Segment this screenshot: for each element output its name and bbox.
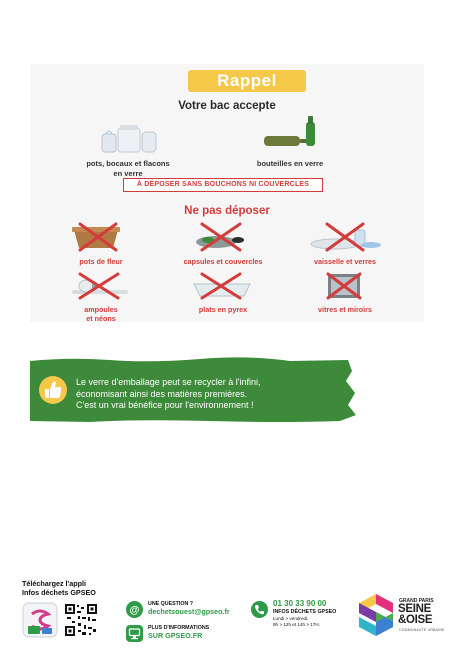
hours-line: 9h > 12h et 14h > 17H. — [273, 622, 320, 627]
eco-message — [76, 377, 356, 412]
gpseo-logo-line: &OISE — [398, 614, 433, 626]
refuse-item-pyrex — [168, 272, 278, 314]
refuse-item-mirrors — [290, 272, 400, 314]
refuse-label — [290, 305, 400, 314]
hours-line: Lundi > vendredi, — [273, 616, 309, 621]
download-app-title — [22, 579, 96, 597]
accept-label-jars — [68, 159, 188, 178]
gpseo-logo-small: GRAND PARIS — [399, 598, 434, 604]
refuse-item-bulbs — [46, 272, 156, 323]
hours — [273, 616, 320, 628]
refuse-label-line: pots de fleur — [79, 257, 123, 266]
app-icon[interactable] — [22, 602, 58, 638]
refuse-label-line: et néons — [86, 314, 116, 323]
gpseo-logo-big — [398, 604, 432, 626]
download-line: Téléchargez l'appli — [22, 579, 87, 588]
gpseo-logo-tag: COMMUNAUTÉ URBAINE — [399, 628, 445, 632]
download-line: Infos déchets GPSEO — [22, 588, 96, 597]
thumbs-up-icon — [38, 375, 68, 405]
eco-line: économisant ainsi des matières premières. — [76, 388, 248, 399]
refuse-label — [168, 257, 278, 266]
mirror-icon — [310, 272, 380, 300]
phone-icon — [251, 601, 268, 618]
flower-pot-icon — [66, 220, 136, 252]
refuse-item-caps — [168, 220, 278, 266]
accept-label-bottles — [230, 159, 350, 169]
eco-line: Le verre d'emballage peut se recycler à l'infini, — [76, 377, 261, 387]
refuse-item-flower-pots — [46, 220, 156, 266]
warning-box: À DÉPOSER SANS BOUCHONS NI COUVERCLES — [123, 178, 323, 192]
gpseo-logo-icon — [356, 592, 396, 638]
bulbs-icon — [66, 272, 136, 300]
accept-label-line: pots, bocaux et flacons — [86, 159, 170, 168]
dishes-icon — [305, 220, 385, 252]
accept-item-bottles — [230, 114, 350, 169]
more-info-label: PLUS D'INFORMATIONS — [148, 625, 210, 631]
glass-jars-icon — [88, 122, 168, 154]
refuse-label — [46, 257, 156, 266]
rappel-title: Rappel — [217, 71, 277, 90]
question-email[interactable]: dechetsouest@gpseo.fr — [148, 607, 230, 616]
eco-line: C'est un vrai bénéfice pour l'environnement ! — [76, 400, 254, 410]
eco-banner — [30, 357, 360, 423]
glass-bottle-icon — [250, 114, 330, 154]
refuse-label-line: capsules et couvercles — [183, 257, 263, 266]
accept-title: Votre bac accepte — [178, 100, 276, 112]
svg-text:@: @ — [129, 605, 140, 616]
gpseo-logo-line: SEINE — [398, 603, 432, 615]
accept-label-line: bouteilles en verre — [256, 159, 324, 168]
question-label: UNE QUESTION ? — [148, 601, 194, 607]
refuse-label-line: vaisselle et verres — [314, 257, 376, 266]
pyrex-dish-icon — [188, 272, 258, 300]
accept-label-line: en verre — [113, 168, 143, 178]
accept-item-jars — [68, 122, 188, 178]
refuse-title: Ne pas déposer — [184, 205, 270, 217]
qr-code[interactable] — [64, 603, 98, 637]
refuse-label — [46, 305, 156, 323]
refuse-item-dishes — [290, 220, 400, 266]
phone-number[interactable]: 01 30 33 90 00 — [273, 599, 327, 608]
refuse-label — [168, 305, 278, 314]
refuse-label-line: ampoules — [84, 305, 118, 314]
caps-lids-icon — [188, 220, 258, 252]
refuse-label — [290, 257, 400, 266]
rappel-banner — [188, 70, 306, 92]
reminder-panel — [30, 64, 424, 322]
refuse-label-line: vitres et miroirs — [318, 305, 372, 314]
phone-label: INFOS DÉCHETS GPSEO — [273, 609, 337, 615]
refuse-label-line: plats en pyrex — [198, 305, 248, 314]
more-info-site[interactable]: SUR GPSEO.FR — [148, 631, 203, 640]
monitor-icon — [126, 625, 143, 642]
email-icon — [126, 601, 143, 618]
